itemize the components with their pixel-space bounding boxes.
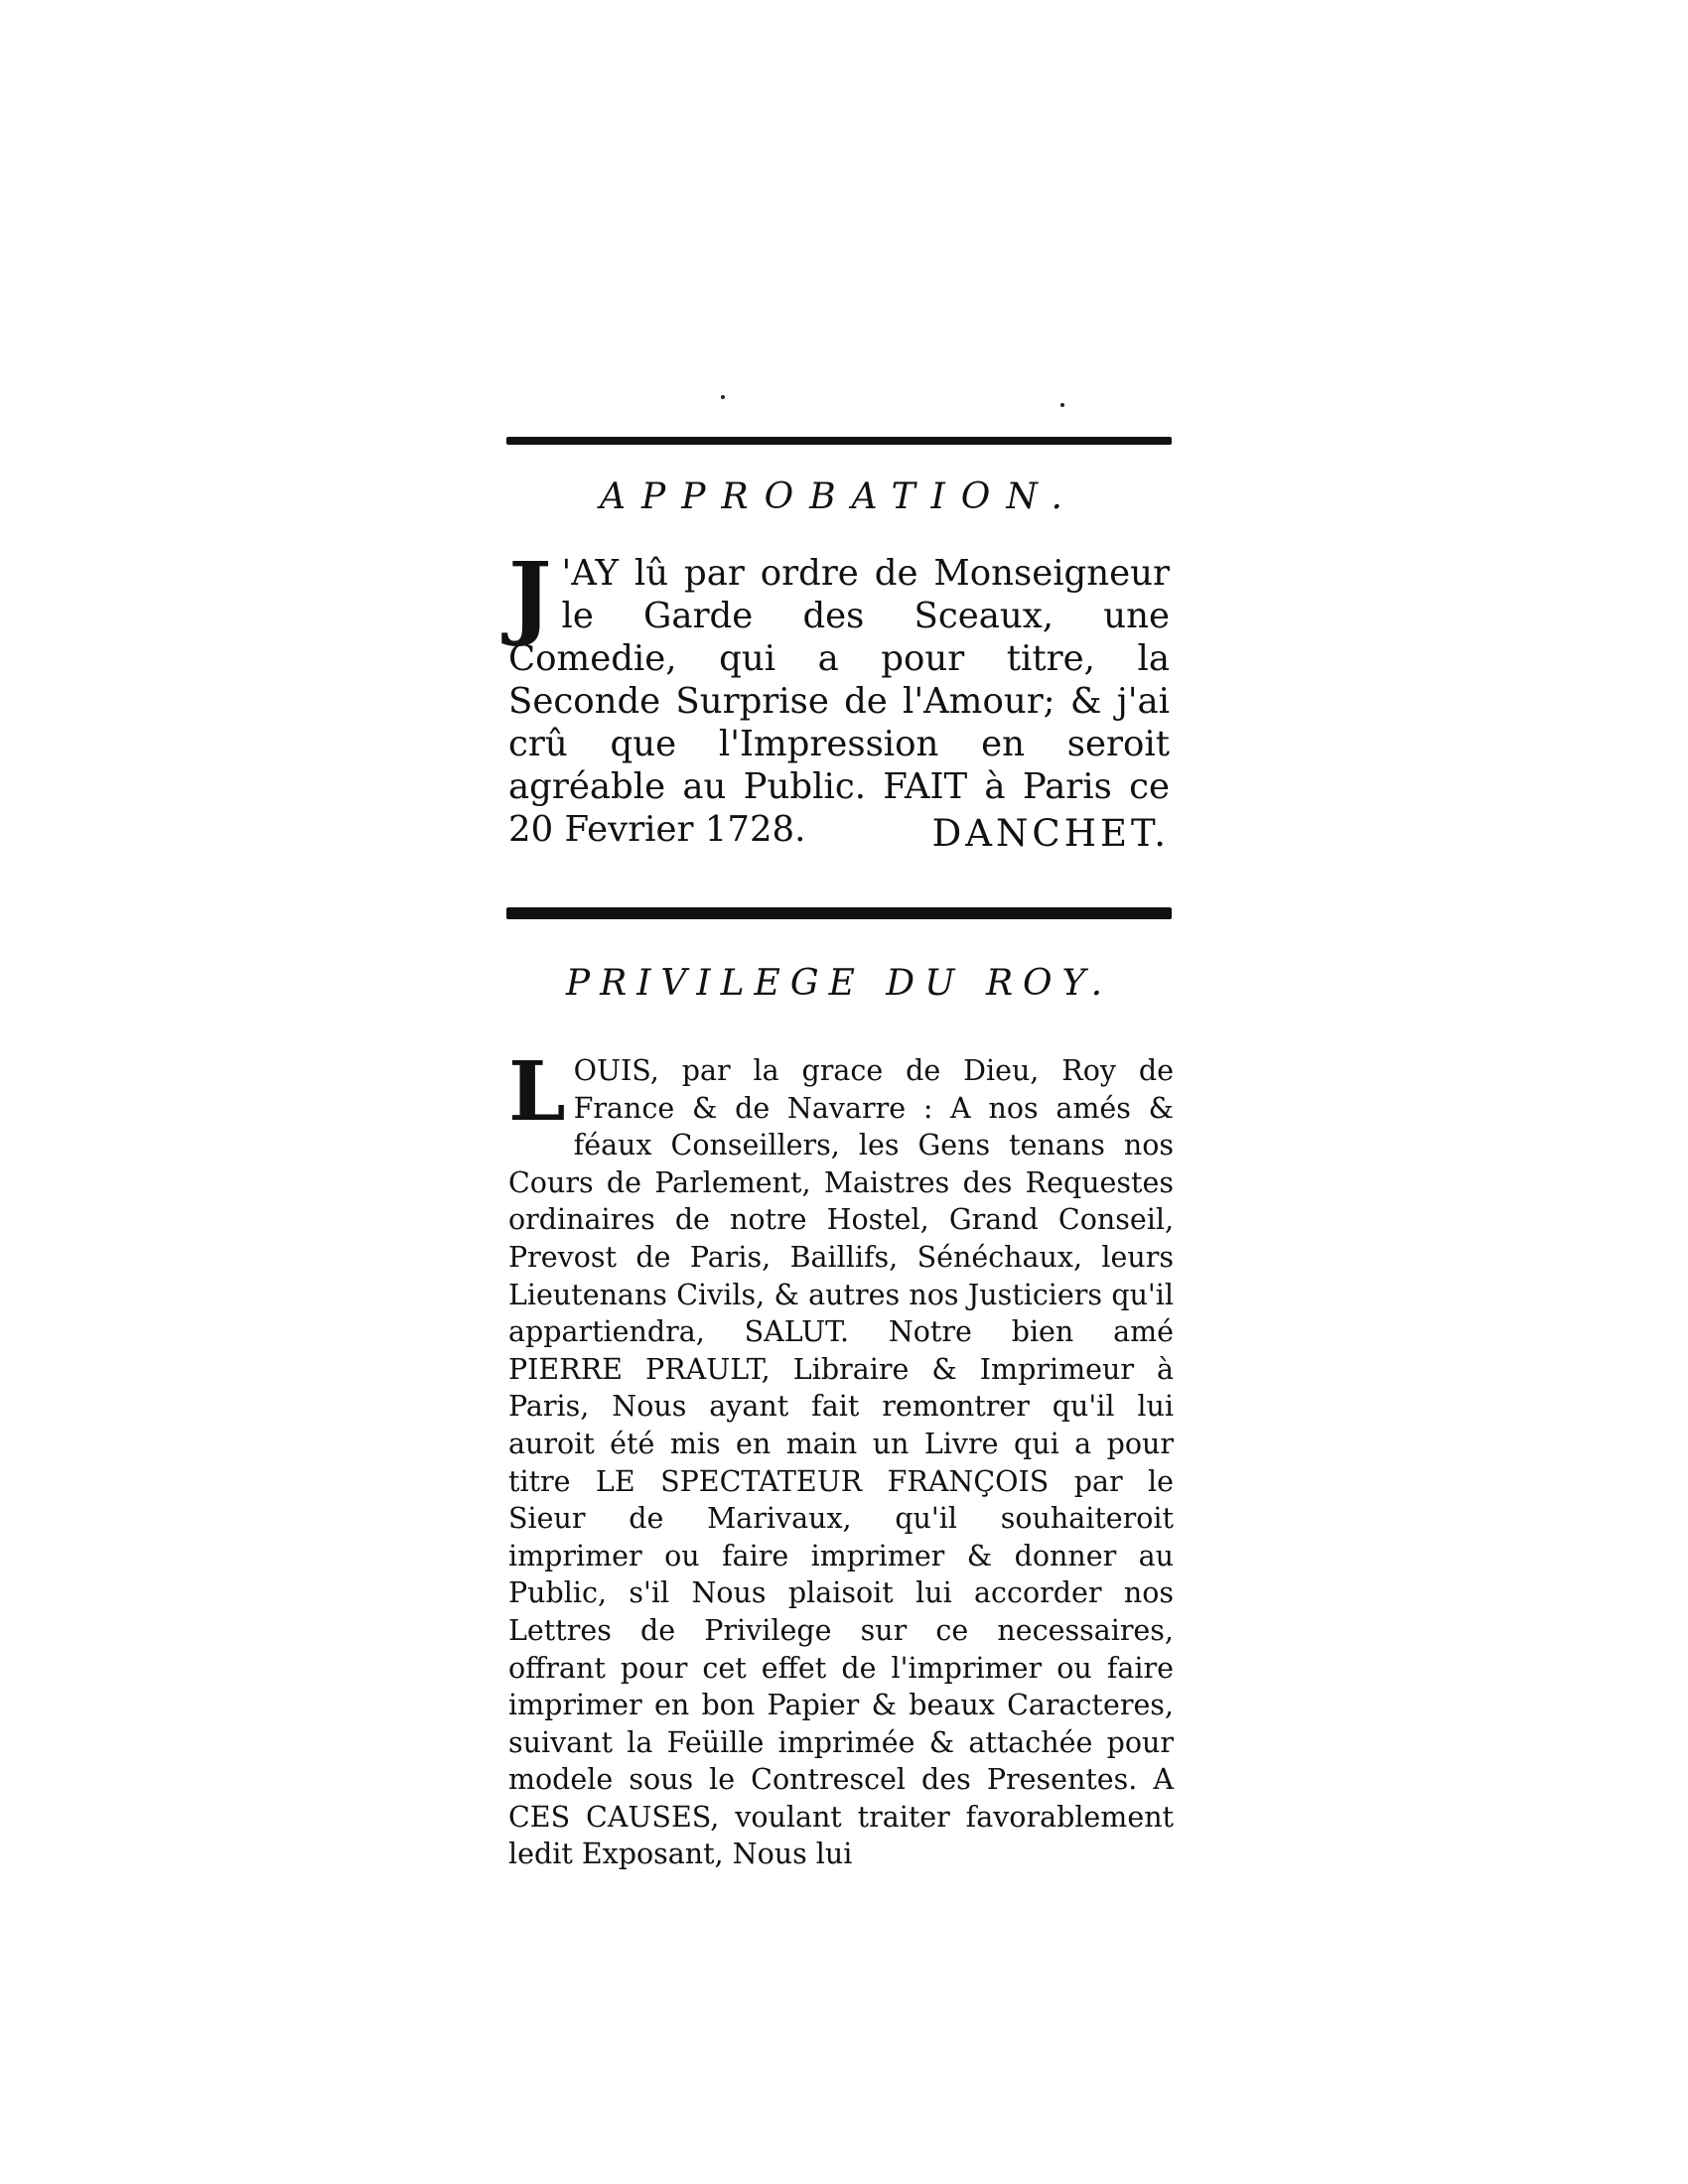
privilege-drop-cap: L bbox=[508, 1044, 566, 1140]
privilege-paragraph bbox=[508, 1044, 1174, 1873]
approbation-text: 'AY lû par ordre de Monseigneur le Garde des Sceaux, une Comedie, qui a pour titre, la Seconde Surprise de l'Amour; & j'ai crû que l'Impression en seroit agréable au Public. FAIT à Paris ce 20 Fevrier 1728. bbox=[508, 553, 1170, 850]
approbation-heading: APPROBATION. bbox=[600, 477, 1078, 517]
print-speck bbox=[721, 395, 725, 399]
ornamental-rule bbox=[506, 907, 1172, 919]
approbation-signature: DANCHET. bbox=[931, 812, 1170, 855]
approbation-drop-cap: J bbox=[508, 542, 552, 649]
top-rule bbox=[506, 437, 1172, 445]
approbation-paragraph bbox=[508, 542, 1170, 851]
privilege-text: OUIS, par la grace de Dieu, Roy de France & de Navarre : A nos amés & féaux Conseillers, les Gens tenans nos Cours de Parlement, Maistres des Requestes ordinaires de notre Hostel, Grand Conseil, Prevost de Paris, Baillifs, Sénéchaux, leurs Lieutenans Civils, & autres nos Justiciers qu'il appartiendra, SALUT. Notre bien amé PIERRE PRAULT, Libraire & Imprimeur à Paris, Nous ayant fait remontrer qu'il lui auroit été mis en main un Livre qui a pour titre LE SPECTATEUR FRANÇOIS par le Sieur de Marivaux, qu'il souhaiteroit imprimer ou faire imprimer & donner au Public, s'il Nous plaisoit lui accorder nos Lettres de Privilege sur ce necessaires, offrant pour cet effet de l'imprimer ou faire imprimer en bon Papier & beaux Caracteres, suivant la Feüille imprimée & attachée pour modele sous le Contrescel des Presentes. A CES CAUSES, voulant traiter favorablement ledit Exposant, Nous lui bbox=[508, 1054, 1174, 1871]
print-speck bbox=[1060, 403, 1064, 407]
privilege-heading: PRIVILEGE DU ROY. bbox=[565, 963, 1113, 1004]
